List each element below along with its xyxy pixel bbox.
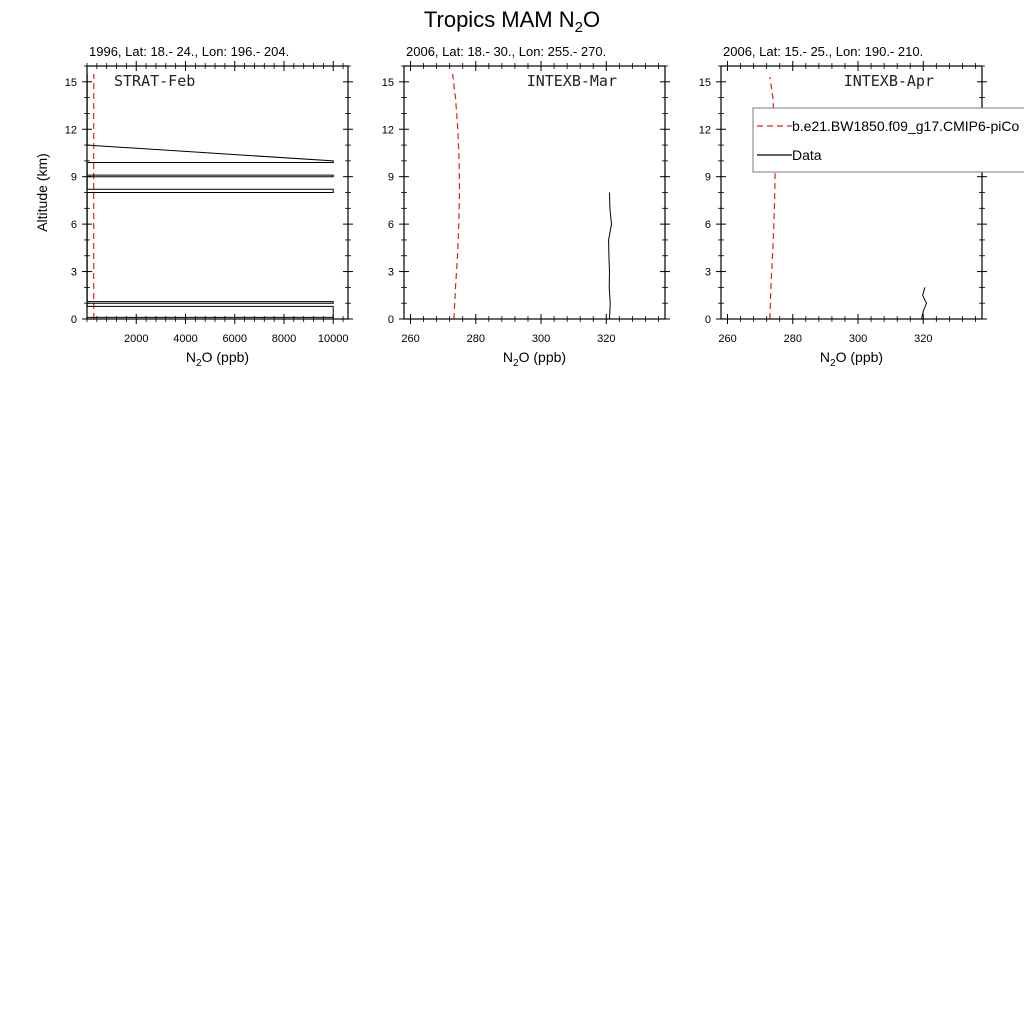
data-series-line (922, 287, 927, 319)
y-tick-label: 3 (704, 266, 711, 279)
y-tick-label: 15 (381, 76, 394, 89)
y-tick-label: 3 (387, 266, 394, 279)
campaign-label: INTEXB-Apr (843, 72, 934, 90)
plot-frame (721, 66, 982, 319)
x-axis-label: $N_2O$ (ppb) (185, 349, 250, 369)
panel-subtitle: 2006, Lat: 15.- 25., Lon: 190.- 210. (723, 44, 924, 59)
y-tick-label: 0 (387, 314, 394, 326)
x-tick-label: 300 (531, 333, 551, 345)
x-axis-label: $N_2O$ (ppb) (502, 349, 567, 369)
x-tick-label: 2000 (124, 333, 149, 345)
y-tick-label: 12 (698, 124, 711, 137)
x-tick-label: 6000 (222, 333, 247, 345)
legend-model-label: b.e21.BW1850.f09_g17.CMIP6-piCo (792, 118, 1020, 134)
y-tick-label: 9 (704, 171, 711, 184)
y-tick-label: 12 (381, 124, 394, 137)
panel-subtitle: 2006, Lat: 18.- 30., Lon: 255.- 270. (406, 44, 607, 59)
x-tick-label: 320 (914, 333, 933, 345)
x-tick-label: 300 (848, 333, 868, 345)
x-tick-label: 4000 (173, 333, 198, 345)
chart-panel-intexb-mar (382, 44, 670, 369)
y-tick-label: 0 (704, 314, 711, 326)
model-series-line (453, 74, 460, 319)
y-tick-label: 0 (70, 314, 77, 326)
x-tick-label: 8000 (271, 333, 297, 345)
y-tick-label: 6 (70, 219, 77, 232)
y-tick-label: 6 (387, 219, 394, 232)
campaign-label: STRAT-Feb (114, 72, 196, 90)
x-tick-label: 320 (597, 333, 616, 345)
y-tick-label: 15 (64, 76, 77, 89)
plot-frame (404, 66, 665, 319)
x-tick-label: 10000 (317, 333, 349, 345)
x-axis-label: $N_2O$ (ppb) (819, 349, 884, 369)
chart-panel-intexb-apr (699, 44, 987, 369)
y-tick-label: 9 (387, 171, 394, 184)
x-tick-label: 260 (718, 333, 737, 345)
y-tick-label: 9 (70, 171, 77, 184)
data-series-line (87, 74, 333, 319)
campaign-label: INTEXB-Mar (526, 72, 617, 90)
panel-subtitle: 1996, Lat: 18.- 24., Lon: 196.- 204. (89, 44, 290, 59)
x-tick-label: 280 (783, 333, 802, 345)
y-tick-label: 6 (704, 219, 711, 232)
chart-panel-strat-feb (34, 44, 353, 369)
y-tick-label: 15 (698, 76, 711, 89)
y-tick-label: 3 (70, 266, 77, 279)
y-tick-label: 12 (64, 124, 77, 137)
x-tick-label: 280 (466, 333, 485, 345)
legend (753, 108, 1024, 172)
y-axis-label: Altitude (km) (34, 153, 50, 232)
data-series-line (609, 193, 612, 320)
legend-data-label: Data (792, 147, 822, 163)
figure-title: Tropics MAM $N_2O$ (423, 7, 601, 36)
x-tick-label: 260 (401, 333, 420, 345)
